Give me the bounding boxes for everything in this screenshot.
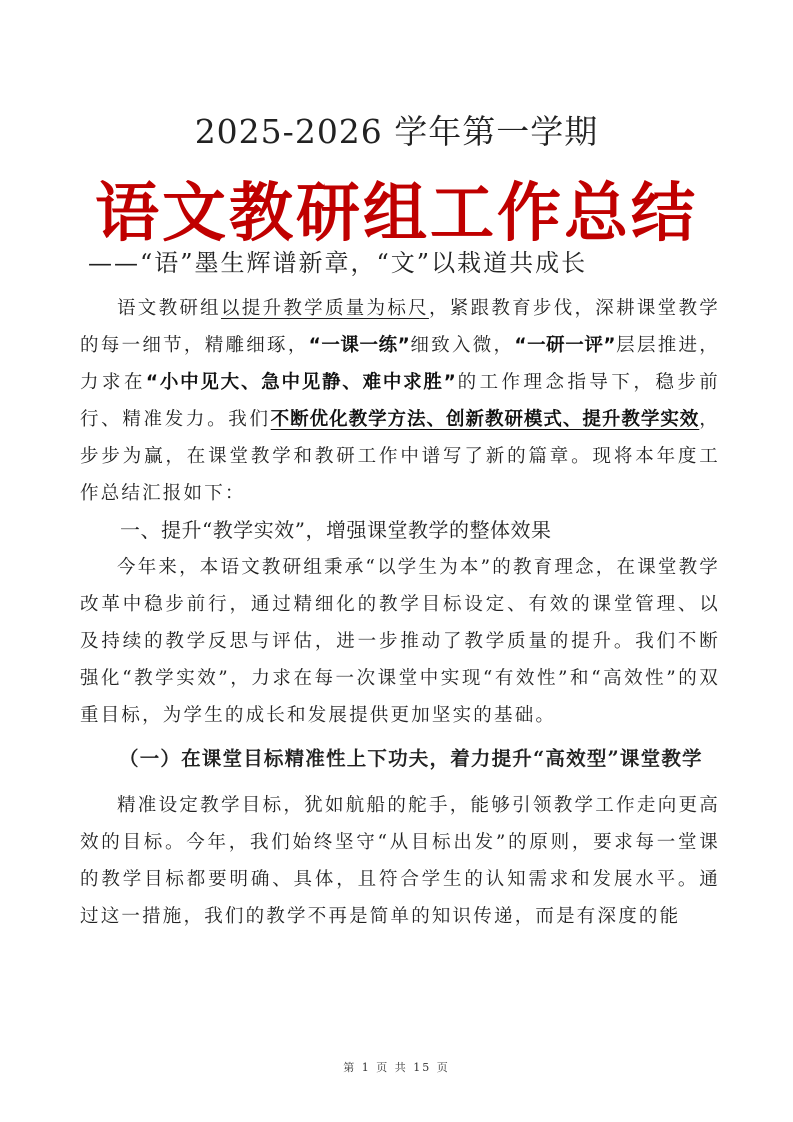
page-footer: 第 1 页 共 15 页 [343,1061,450,1074]
document-body [80,290,720,935]
intro-paragraph [80,290,720,512]
bold-phrase: “一研一评” [514,335,617,356]
intro-text: 层层推进，力求在 [80,335,720,393]
intro-text: 的工作理念指导下，稳步前行、精准发力。我们 [80,372,720,430]
bold-phrase: “一课一练” [308,335,411,356]
main-title: 语文教研组工作总结 [95,176,698,251]
year-title: 2025-2026 学年第一学期 [194,112,599,151]
intro-text: 语文教研组 [117,298,221,319]
subsection-heading-1: （一）在课堂目标精准性上下功夫，着力提升“高效型”课堂教学 [119,747,703,770]
subsection1-paragraph: 精准设定教学目标，犹如航船的舵手，能够引领教学工作走向更高效的目标。今年，我们始终坚守“从目标出发”的原则，要求每一堂课的教学目标都要明确、具体，且符合学生的认知需求和发展水平。通过这一措施，我们的教学不再是简单的知识传递，而是有深度的能 [80,795,720,927]
intro-text: ，步步为赢，在课堂教学和教研工作中谱写了新的篇章。现将本年度工作总结汇报如下： [80,409,720,504]
underlined-phrase: 以提升教学质量为标尺 [220,298,429,319]
bold-underlined-phrase: 不断优化教学方法、创新教研模式、提升教学实效 [270,409,700,430]
section-heading-1: 一、提升“教学实效”，增强课堂教学的整体效果 [120,518,552,542]
intro-text: ，紧跟教育步伐，深耕课堂教学的每一细节，精雕细琢， [80,298,720,356]
intro-text: 细致入微， [410,335,515,356]
section1-paragraph: 今年来，本语文教研组秉承“以学生为本”的教育理念，在课堂教学改革中稳步前行，通过精细化的教学目标设定、有效的课堂管理、以及持续的教学反思与评估，进一步推动了教学质量的提升。我们不断强化“教学实效”，力求在每一次课堂中实现“有效性”和“高效性”的双重目标，为学生的成长和发展提供更加坚实的基础。 [80,557,720,726]
subtitle: ——“语”墨生辉谱新章，“文”以栽道共成长 [88,249,588,277]
bold-phrase: “小中见大、急中见静、难中求胜” [145,372,457,393]
